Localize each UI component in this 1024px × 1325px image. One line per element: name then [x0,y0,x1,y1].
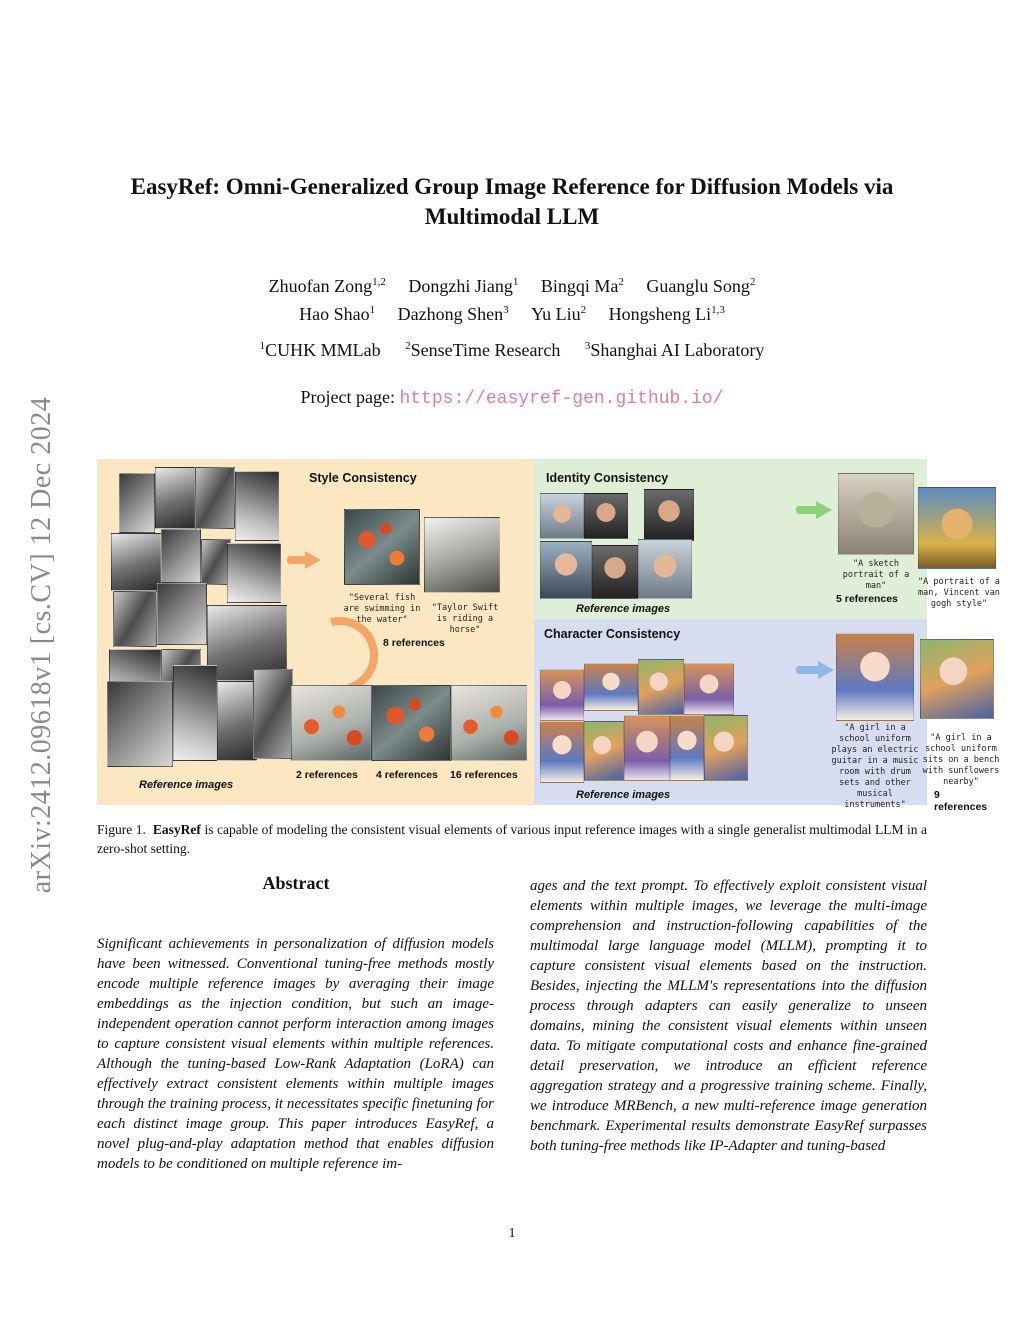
generated-image-2refs [291,685,371,761]
generated-image-bench [920,639,994,719]
character-prompt-bench: "A girl in a school uniform sits on a bench with sunflowers nearby" [922,733,1000,787]
reference-image [584,493,628,539]
author: Dongzhi Jiang$^1$ [408,276,519,296]
style-count-4: 4 references [376,769,438,781]
arrow-right-icon [796,666,820,674]
reference-image [540,721,584,783]
character-prompt-guitar: "A girl in a school uniform plays an electric guitar in a music room with drum sets and other musical instruments" [831,723,919,810]
reference-image [670,715,704,781]
title-line-2: Multimodal LLM [424,204,600,229]
generated-image-sketch [838,473,914,555]
abstract-right-column: ages and the text prompt. To effectively exploit consistent visual elements within multiple images, we leverage the multi-image comprehension and instruction-following capabilities of the multimodal large language model (MLLM), prompting it to capture consistent visual elements based on the instruction. Besides, injecting the MLLM's representations into the diffusion process through adapters can easily generalize to unseen domains, mining the consistent visual elements within unseen data. To mitigate computational costs and enhance fine-grained detail preservation, we introduce an efficient reference aggregation strategy and a progressive training scheme. Finally, we introduce MRBench, a new multi-reference image generation benchmark. Experimental results demonstrate EasyRef surpasses both tuning-free methods like IP-Adapter and tuning-based [530,878,927,1154]
reference-image [644,489,694,541]
reference-image [235,471,279,541]
generated-image-16refs [451,685,527,761]
arrow-head-icon [816,501,832,519]
arrow-right-icon [287,556,307,564]
reference-image [111,533,161,591]
arrow-head-icon [305,551,321,569]
reference-image [119,473,155,533]
generated-image-vangogh [918,487,996,569]
style-count-8: 8 references [383,637,445,649]
reference-image [227,543,281,603]
arxiv-sidebar [12,345,72,945]
identity-prompt-vangogh: "A portrait of a man, Vincent van gogh style" [918,577,1000,609]
reference-image [195,467,235,529]
character-ref-label: Reference images [576,789,671,801]
project-page [150,387,874,409]
identity-prompt-sketch: "A sketch portrait of a man" [842,559,910,591]
affiliation: $^2$SenseTime Research [405,340,561,360]
style-ref-label: Reference images [139,779,234,791]
reference-image [173,665,217,761]
paper-title [90,172,934,232]
figure-1 [97,459,1000,813]
style-prompt-horse: "Taylor Swift is riding a horse" [431,603,499,635]
style-count-2: 2 references [296,769,358,781]
generated-image-fish [344,509,420,585]
author: Guanglu Song$^2$ [646,276,756,296]
identity-count: 5 references [836,593,898,605]
reference-image [253,669,293,759]
arrow-right-icon [796,506,818,514]
identity-consistency-panel [534,459,1000,619]
generated-image-guitar [836,633,914,721]
caption-prefix: Figure 1. [97,822,146,837]
caption-text: is capable of modeling the consistent visual elements of various input reference images with a single generalist multimodal LLM in a zero-shot setting. [97,822,928,856]
generated-image-4refs [371,685,451,761]
author: Hao Shao$^1$ [299,304,376,324]
style-prompt-fish: "Several fish are swimming in the water" [343,593,421,625]
author-list [150,270,874,326]
author-row-1 [150,270,874,298]
affiliations [150,340,874,361]
caption-bold: EasyRef [152,822,201,837]
title-line-1: EasyRef: Omni-Generalized Group Image Reference for Diffusion Models via [130,174,894,199]
abstract-heading: Abstract [262,873,330,893]
author: Hongsheng Li$^{1,3}$ [608,304,725,324]
reference-image [540,669,584,721]
author: Dazhong Shen$^3$ [397,304,509,324]
arrow-head-icon [818,661,834,679]
reference-image [107,681,173,767]
style-panel-title: Style Consistency [309,471,417,485]
generated-image-horse [424,517,500,593]
reference-image [217,681,257,761]
identity-panel-title: Identity Consistency [546,471,669,485]
arxiv-id: arXiv:2412.09618v1 [cs.CV] 12 Dec 2024 [26,396,57,894]
reference-image [638,659,684,715]
author: Bingqi Ma$^2$ [540,276,624,296]
reference-image [638,539,692,599]
reference-image [624,715,670,781]
reference-image [584,663,638,711]
character-consistency-panel [534,619,1000,813]
reference-image [584,721,624,781]
reference-image [684,663,734,715]
style-consistency-panel [97,459,534,805]
author: Yu Liu$^2$ [531,304,587,324]
author-row-2 [150,298,874,326]
character-panel-title: Character Consistency [544,627,681,641]
abstract-left-column: Significant achievements in personalization of diffusion models have been witnessed. Conventional tuning-free methods mostly encode multiple reference images by averaging their image embeddings as the injection condition, but such an image-independent operation cannot perform interaction among images to capture consistent visual elements within multiple references. Although the tuning-based Low-Rank Adaptation (LoRA) can effectively extract consistent elements within multiple images through the training process, it necessitates specific finetuning for each distinct image group. This paper introduces EasyRef, a novel plug-and-play adaptation method that enables diffusion models to be conditioned on multiple reference im- [97,936,494,1172]
page-number: 1 [508,1226,516,1241]
reference-image [540,541,592,599]
figure-caption [97,820,927,858]
reference-image [157,583,207,645]
reference-image [540,493,584,539]
identity-ref-label: Reference images [576,603,671,615]
reference-image [592,545,638,599]
reference-image [113,591,157,647]
project-link[interactable]: https://easyref-gen.github.io/ [399,389,724,409]
project-label: Project page: [300,387,395,407]
style-count-16: 16 references [450,769,518,781]
reference-image [704,715,748,781]
author: Zhuofan Zong$^{1,2}$ [268,276,386,296]
affiliation: $^3$Shanghai AI Laboratory [584,340,765,360]
reference-image [161,529,201,583]
affiliation: $^1$CUHK MMLab [259,340,381,360]
reference-image [155,467,195,529]
character-count: 9 references [934,789,988,813]
